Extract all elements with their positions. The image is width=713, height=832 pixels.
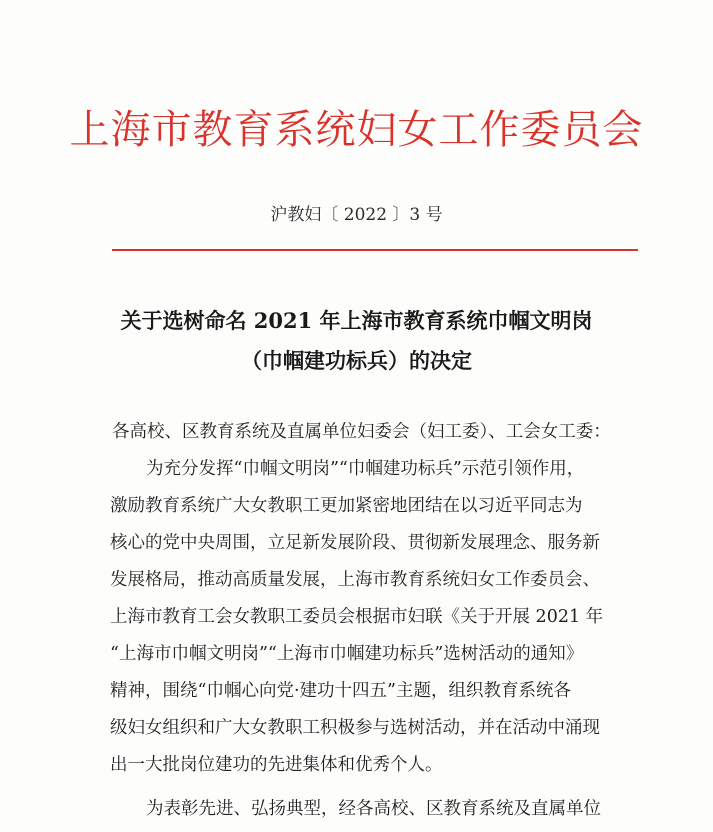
document-number: 沪教妇〔 2022 〕3 号 (270, 205, 443, 225)
body-text-line: 级妇女组织和广大女教职工积极参与选树活动，并在活动中涌现 (110, 718, 600, 738)
body-text-line: 上海市教育工会女教职工委员会根据市妇联《关于开展 2021 年 (110, 607, 604, 627)
body-text-line: 为充分发挥“巾帼文明岗”“巾帼建功标兵”示范引领作用， (146, 459, 585, 479)
body-text-line: “上海市巾帼文明岗”“上海市巾帼建功标兵”选树活动的通知》 (110, 644, 584, 664)
document-title-line-2: （巾帼建功标兵）的决定 (241, 348, 472, 373)
body-text-line: 发展格局，推动高质量发展，上海市教育系统妇女工作委员会、 (110, 570, 600, 590)
red-divider-line (112, 249, 638, 251)
issuing-organization-header: 上海市教育系统妇女工作委员会 (69, 107, 644, 153)
body-text-line: 出一大批岗位建功的先进集体和优秀个人。 (110, 755, 443, 775)
body-text-line: 精神，围绕“巾帼心向党·建功十四五”主题，组织教育系统各 (110, 681, 571, 701)
body-text-line: 核心的党中央周围，立足新发展阶段、贯彻新发展理念、服务新 (110, 533, 600, 553)
body-text-line: 激励教育系统广大女教职工更加紧密地团结在以习近平同志为 (110, 496, 583, 516)
salutation-line: 各高校、区教育系统及直属单位妇委会（妇工委）、工会女工委： (112, 422, 611, 442)
body-text-line: 为表彰先进、弘扬典型，经各高校、区教育系统及直属单位 (146, 799, 601, 819)
document-title-line-1: 关于选树命名 2021 年上海市教育系统巾帼文明岗 (120, 308, 593, 333)
